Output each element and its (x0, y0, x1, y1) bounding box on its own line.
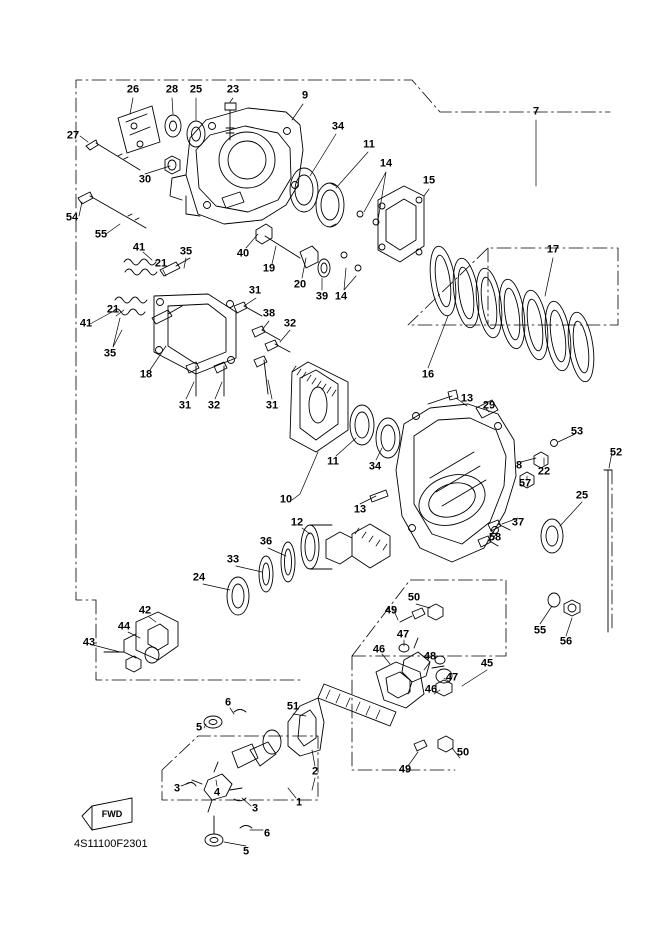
callout-number: 40 (236, 247, 250, 260)
callout-number: 43 (82, 636, 96, 649)
callout-number: 13 (460, 392, 474, 405)
callout-number: 41 (132, 241, 146, 254)
callout-number: 24 (192, 571, 206, 584)
callout-number: 25 (575, 489, 589, 502)
callout-number: 31 (265, 399, 279, 412)
callout-number: 13 (353, 503, 367, 516)
callout-number: 52 (609, 446, 623, 459)
callout-number: 25 (189, 83, 203, 96)
fwd-direction-label: FWD (101, 809, 123, 819)
callout-number: 5 (242, 845, 250, 858)
callout-number: 1 (295, 796, 303, 809)
callout-number: 10 (279, 493, 293, 506)
callout-number: 42 (138, 604, 152, 617)
callout-number: 53 (570, 425, 584, 438)
callout-number: 55 (94, 228, 108, 241)
callout-number: 27 (66, 129, 80, 142)
diagram-part-code: 4S11100F2301 (74, 838, 148, 850)
callout-number: 6 (224, 696, 232, 709)
callout-number: 44 (117, 620, 131, 633)
callout-number: 57 (518, 477, 532, 490)
callout-number: 32 (283, 317, 297, 330)
callout-number: 32 (207, 399, 221, 412)
callout-number: 35 (103, 347, 117, 360)
callout-number: 3 (173, 782, 181, 795)
callout-number: 41 (79, 317, 93, 330)
callout-number: 35 (179, 245, 193, 258)
callout-number: 50 (456, 746, 470, 759)
callout-number: 46 (424, 683, 438, 696)
callout-number: 46 (372, 643, 386, 656)
callout-number: 28 (165, 83, 179, 96)
callout-number: 47 (396, 628, 410, 641)
callout-number: 22 (537, 465, 551, 478)
callout-number: 8 (515, 459, 523, 472)
callout-number: 38 (262, 307, 276, 320)
callout-number: 19 (262, 262, 276, 275)
callout-number: 18 (139, 368, 153, 381)
callout-number: 58 (488, 531, 502, 544)
callout-number: 21 (106, 303, 120, 316)
callout-number: 30 (138, 173, 152, 186)
callout-number: 21 (154, 257, 168, 270)
callout-number: 11 (327, 455, 339, 468)
callout-number: 14 (334, 290, 348, 303)
callout-number: 23 (226, 83, 240, 96)
callout-number: 34 (331, 120, 345, 133)
callout-number: 54 (65, 211, 79, 224)
callout-number: 48 (423, 650, 437, 663)
callout-number: 31 (248, 284, 262, 297)
callout-number: 50 (407, 591, 421, 604)
callout-number: 45 (480, 657, 494, 670)
callout-number: 36 (259, 535, 273, 548)
callout-number: 47 (445, 671, 459, 684)
callout-number: 20 (293, 278, 307, 291)
callout-number: 26 (126, 83, 140, 96)
callout-number: 2 (311, 765, 319, 778)
callout-number: 33 (226, 553, 240, 566)
callout-number: 17 (546, 243, 560, 256)
callout-number: 51 (286, 700, 300, 713)
callout-number: 11 (363, 138, 375, 151)
callout-number: 15 (422, 174, 436, 187)
callout-number: 31 (178, 399, 192, 412)
callout-number: 4 (213, 786, 221, 799)
callout-number: 34 (368, 460, 382, 473)
callout-number: 29 (482, 399, 496, 412)
callout-number: 14 (379, 157, 393, 170)
callout-number: 49 (398, 763, 412, 776)
callout-number: 7 (532, 105, 540, 118)
callout-number: 56 (559, 635, 573, 648)
callout-number: 12 (290, 516, 304, 529)
callout-number: 5 (195, 721, 203, 734)
callout-number: 9 (301, 89, 309, 102)
callout-number: 37 (511, 516, 525, 529)
callout-number: 6 (263, 827, 271, 840)
callout-number: 16 (421, 368, 435, 381)
callout-number: 49 (384, 604, 398, 617)
callout-number: 55 (533, 624, 547, 637)
callout-number: 3 (251, 802, 259, 815)
callout-number: 39 (315, 290, 329, 303)
